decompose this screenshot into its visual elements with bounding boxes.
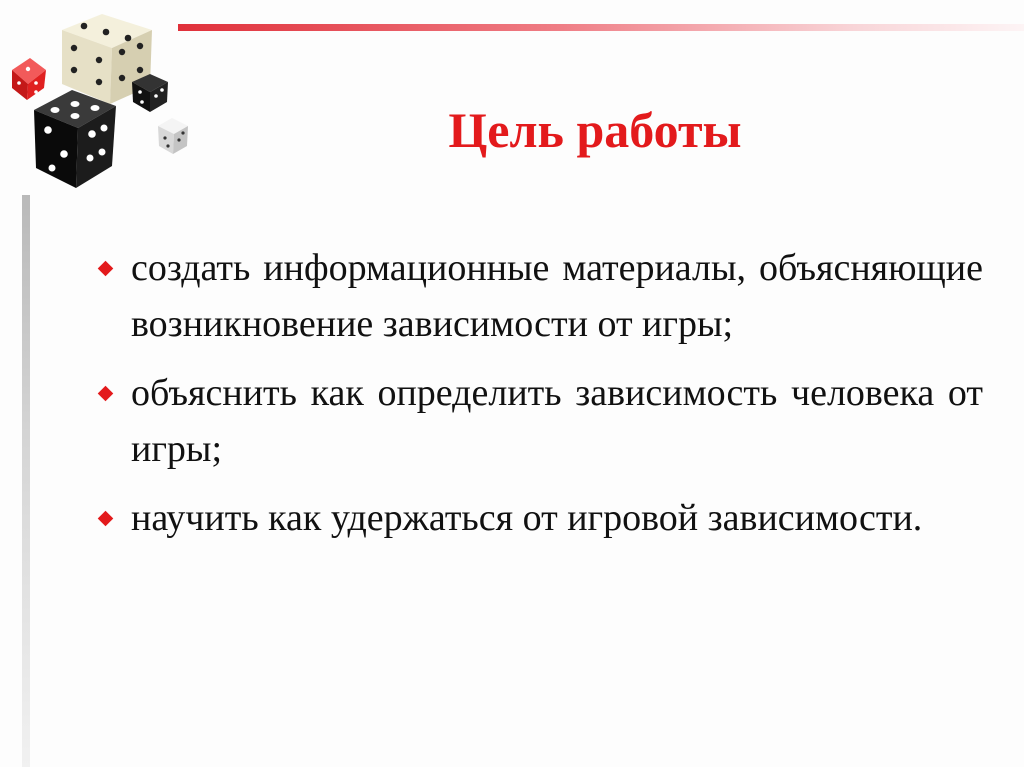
small-white-die-icon	[158, 118, 188, 154]
dice-icon	[0, 0, 200, 200]
red-die-icon	[12, 58, 46, 100]
goal-item	[95, 240, 983, 352]
goal-item-text: научить как удержаться от игровой зависимости.	[131, 497, 923, 539]
left-accent-rule	[22, 195, 30, 767]
top-accent-rule	[178, 24, 1024, 31]
goal-item	[95, 365, 983, 477]
goal-list	[95, 240, 983, 559]
diamond-bullet-icon	[98, 386, 114, 402]
small-black-die-icon	[132, 74, 168, 112]
goal-item	[95, 490, 983, 546]
diamond-bullet-icon	[98, 511, 114, 527]
goal-item-text: объяснить как определить зависимость человека от игры;	[131, 372, 983, 470]
goal-item-text: создать информационные материалы, объясняющие возникновение зависимости от игры;	[131, 247, 983, 345]
slide-title: Цель работы	[448, 102, 742, 158]
black-die-icon	[34, 90, 116, 188]
diamond-bullet-icon	[98, 261, 114, 277]
